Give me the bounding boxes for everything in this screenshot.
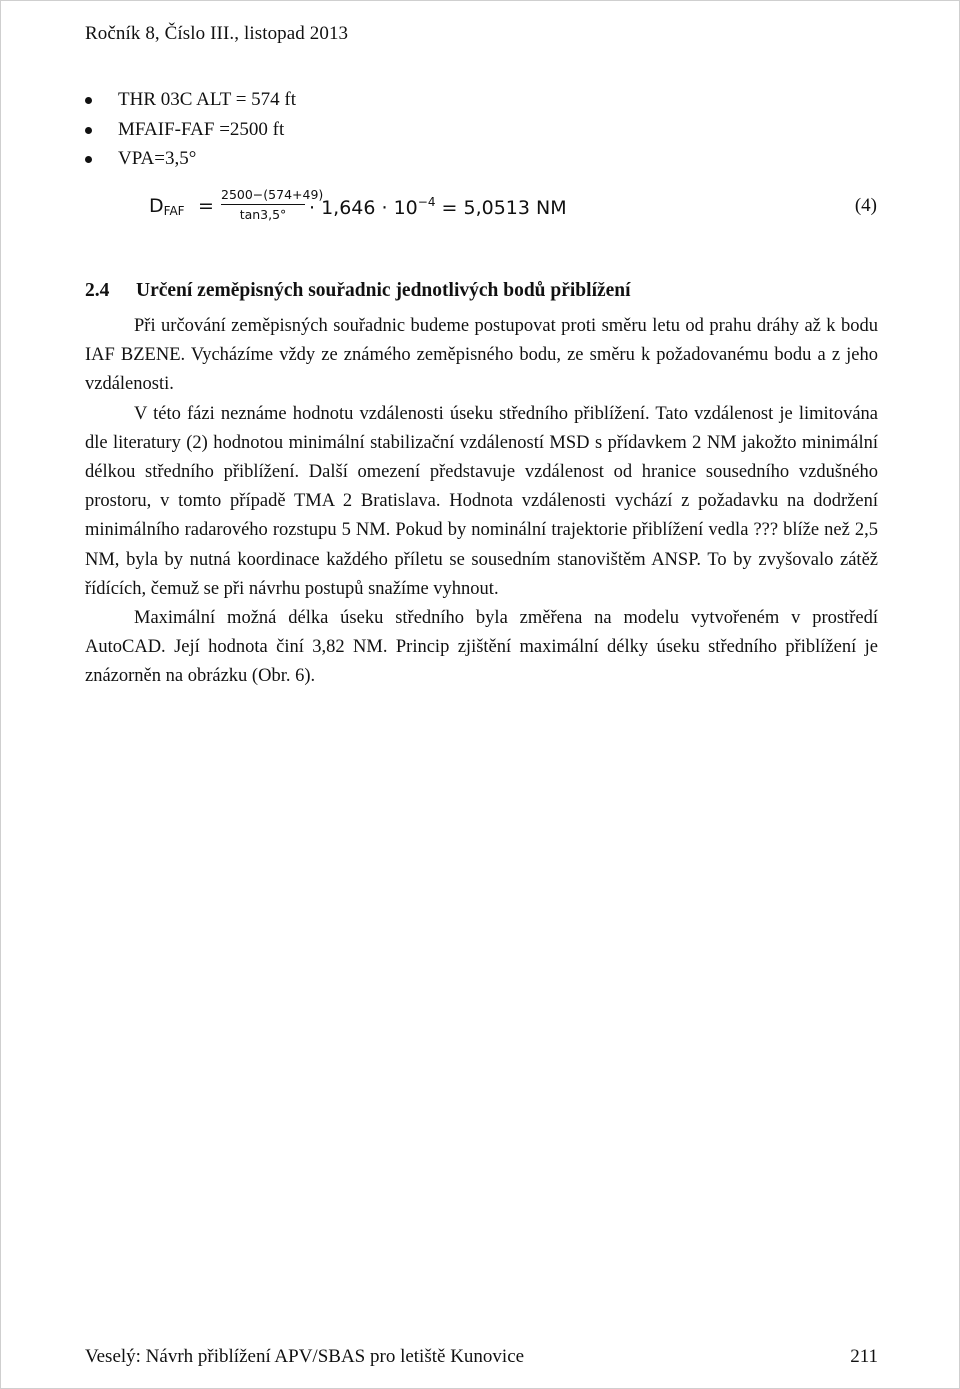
bullet-icon bbox=[85, 156, 92, 163]
equation-rhs: · $1,646 \cdot 10^{-4} = 5,0513$ NM bbox=[309, 195, 567, 219]
section-title: Určení zeměpisných souřadnic jednotlivých bodů přiblížení bbox=[136, 280, 631, 301]
fraction-numerator: 2500−(574+49) bbox=[221, 187, 305, 205]
bullet-icon bbox=[85, 127, 92, 134]
fraction-denominator: tan3,5° bbox=[239, 207, 287, 222]
equation-lhs: $D_{FAF}$ bbox=[149, 195, 185, 218]
body-text bbox=[85, 312, 878, 692]
running-header: Ročník 8, Číslo III., listopad 2013 bbox=[85, 23, 349, 44]
paragraph: Při určování zeměpisných souřadnic budeme postupovat proti směru letu od prahu dráhy až k bodu IAF BZENE. Vycházíme vždy ze známého zeměpisného bodu, ze směru k požadovanému bodu a z jeho vzdálenosti. bbox=[85, 316, 878, 395]
paragraph: Maximální možná délka úseku středního byla změřena na modelu vytvořeném v prostředí AutoCAD. Její hodnota činí 3,82 NM. Princip zjištění maximální délky úseku středního přiblížení je znázorněn na obrázku (Obr. 6). bbox=[85, 608, 878, 687]
equals-sign: = bbox=[198, 195, 214, 217]
section-number: 2.4 bbox=[85, 280, 110, 301]
equation-number: (4) bbox=[854, 195, 877, 216]
bullet-icon bbox=[85, 97, 92, 104]
equation-4 bbox=[149, 187, 879, 229]
list-item-text: VPA=3,5° bbox=[118, 148, 197, 169]
equation-fraction bbox=[221, 187, 324, 222]
list-item-text: MFAIF-FAF =2500 ft bbox=[118, 118, 285, 140]
list-item-text: THR 03C ALT = 574 ft bbox=[118, 89, 297, 110]
list-item bbox=[85, 87, 296, 117]
list-item bbox=[85, 146, 296, 176]
parameter-list bbox=[85, 87, 296, 176]
page-number: 211 bbox=[850, 1346, 878, 1367]
section-heading bbox=[85, 280, 631, 302]
equation-lhs-subscript: FAF bbox=[163, 204, 185, 218]
footer-title: Veselý: Návrh přiblížení APV/SBAS pro letiště Kunovice bbox=[85, 1346, 525, 1367]
equation-exponent: −4 bbox=[417, 195, 436, 209]
paragraph: V této fázi neznáme hodnotu vzdálenosti úseku středního přiblížení. Tato vzdálenost je limitována dle literatury (2) hodnotou minimální stabilizační vzdáleností MSD s přídavkem 2 NM jakožto minimální délkou středního přiblížení. Další omezení představuje vzdálenost od hranice sousedního vzdušného prostoru, v tomto případě TMA 2 Bratislava. Hodnota vzdálenosti vychází z požadavku na dodržení minimálního radarového rozstupu 5 NM. Pokud by nominální trajektorie přiblížení vedla ??? blíže než 2,5 NM, byla by nutná koordinace každého příletu se sousedním stanovištěm ANSP. To by zvyšovalo zátěž řídících, čemuž se při návrhu postupů snažíme vyhnout. bbox=[85, 403, 878, 599]
list-item bbox=[85, 117, 296, 147]
